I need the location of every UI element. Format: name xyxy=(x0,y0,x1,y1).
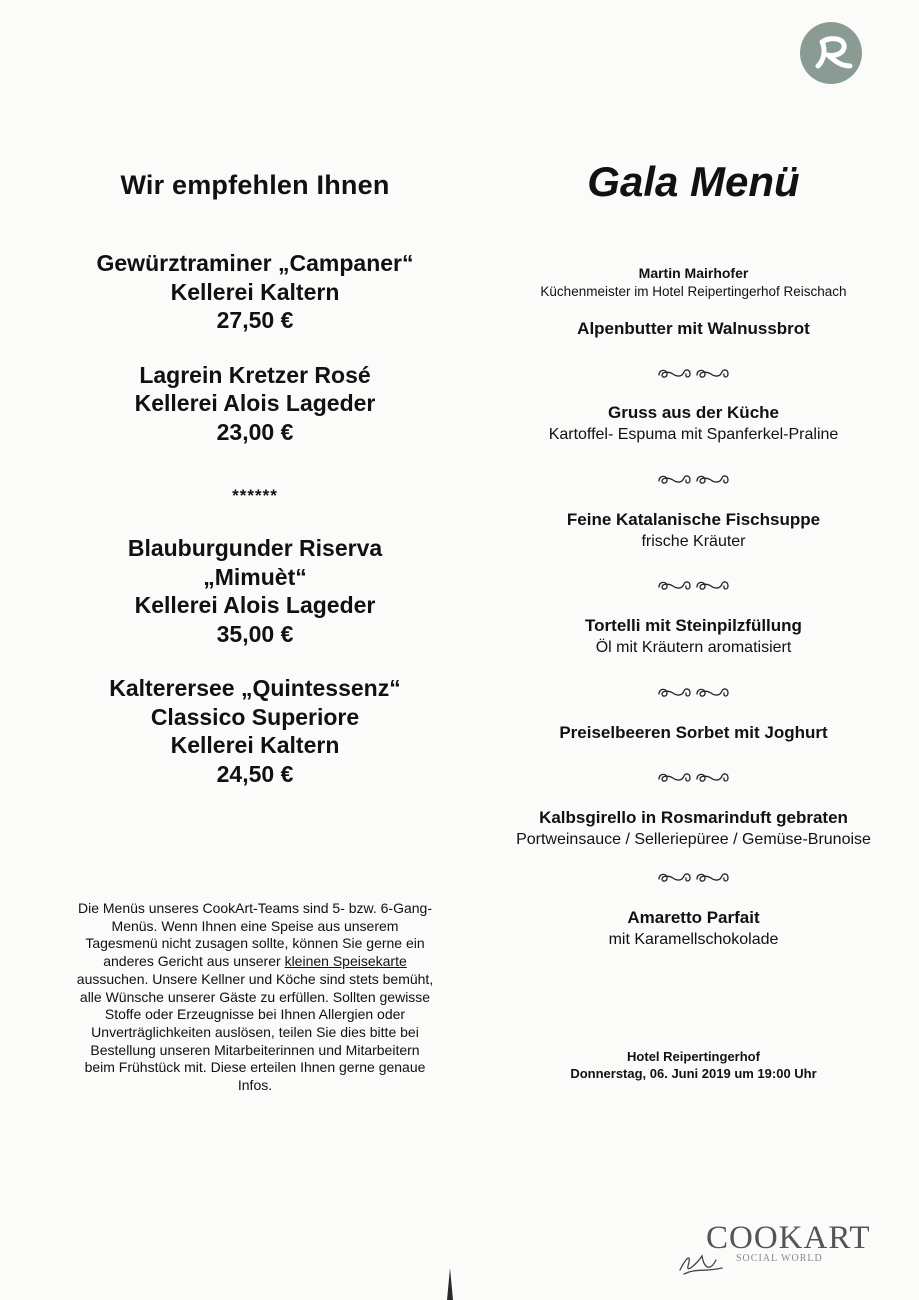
wine-producer: Kellerei Kaltern xyxy=(170,732,340,758)
course-item xyxy=(468,615,919,659)
course-name: Amaretto Parfait xyxy=(627,908,760,927)
wine-item xyxy=(40,674,470,788)
wine-name: Blauburgunder Riserva xyxy=(127,535,383,561)
course-name: Tortelli mit Steinpilzfüllung xyxy=(585,616,802,635)
wine-price: 27,50 € xyxy=(216,307,294,333)
wine-name-sub: „Mimuèt“ xyxy=(203,563,307,590)
footer-hotel-name: Hotel Reipertingerhof xyxy=(627,1049,760,1064)
wine-producer: Kellerei Alois Lageder xyxy=(134,592,376,618)
footer-event-date: Donnerstag, 06. Juni 2019 um 19:00 Uhr xyxy=(570,1066,817,1081)
ornament-divider-icon xyxy=(468,770,919,784)
course-item xyxy=(468,402,919,446)
event-footer xyxy=(468,1048,919,1082)
info-text-part: aussuchen. Unsere Kellner und Köche sind stets bemüht, alle Wünsche unserer Gäste zu erfüllen. Sollten gewisse Stoffe oder Erzeugnisse bei Ihnen Allergien oder Unverträglichkeiten auslösen, teilen Sie dies bitte bei Bestellung unseren Mitarbeiterinnen und Mitarbeitern beim Frühstück mit. Diese erteilen Ihnen gerne genaue Infos. xyxy=(76,970,434,1094)
r-monogram-icon xyxy=(800,22,862,84)
wine-item xyxy=(40,534,470,648)
course-description: mit Karamellschokolade xyxy=(608,931,779,948)
wine-producer: Kellerei Alois Lageder xyxy=(134,390,376,416)
course-name: Kalbsgirello in Rosmarinduft gebraten xyxy=(539,808,848,827)
speisekarte-link[interactable]: kleinen Speisekarte xyxy=(284,953,407,970)
fold-mark-icon xyxy=(446,1268,454,1300)
wine-list xyxy=(40,249,470,814)
menu-info-text xyxy=(75,900,435,1095)
course-item xyxy=(468,907,919,951)
cookart-logo xyxy=(676,1220,886,1280)
wine-name: Kalterersee „Quintessenz“ xyxy=(109,675,401,701)
course-description: Portweinsauce / Selleriepüree / Gemüse-Brunoise xyxy=(516,831,871,848)
course-name: Preiselbeeren Sorbet mit Joghurt xyxy=(559,723,828,742)
course-name: Alpenbutter mit Walnussbrot xyxy=(577,319,810,338)
wine-price: 24,50 € xyxy=(216,760,294,787)
course-item xyxy=(468,318,919,340)
ornament-divider-icon xyxy=(468,870,919,884)
course-item xyxy=(468,509,919,553)
wine-item xyxy=(40,361,470,447)
course-description: Kartoffel- Espuma mit Spanferkel-Praline xyxy=(548,426,839,443)
ornament-divider-icon xyxy=(468,685,919,699)
ornament-divider-icon xyxy=(468,578,919,592)
info-text-part: Die Menüs unseres CookArt-Teams sind 5- bzw. 6-Gang-Menüs. Wenn Ihnen eine Speise aus unserem Tagesmenü nicht zusagen sollte, können Sie gerne ein anderes Gericht aus unserer xyxy=(77,900,433,970)
brand-name: COOKART xyxy=(706,1220,871,1256)
wine-separator: ****** xyxy=(232,486,278,505)
course-name: Gruss aus der Küche xyxy=(607,403,779,422)
course-name: Feine Katalanische Fischsuppe xyxy=(566,510,821,529)
chef-role: Küchenmeister im Hotel Reipertingerhof Reischach xyxy=(540,284,847,299)
course-item xyxy=(468,807,919,851)
wine-item xyxy=(40,249,470,335)
brand-subtitle: SOCIAL WORLD xyxy=(736,1253,823,1264)
wine-producer: Kellerei Kaltern xyxy=(170,278,340,305)
course-description: frische Kräuter xyxy=(641,533,746,550)
course-item xyxy=(468,722,919,744)
ornament-divider-icon xyxy=(468,366,919,380)
wine-price: 35,00 € xyxy=(216,620,294,647)
wine-price: 23,00 € xyxy=(216,418,294,445)
course-description: Öl mit Kräutern aromatisiert xyxy=(595,639,792,656)
wine-name: Gewürztraminer „Campaner“ xyxy=(96,250,414,276)
gala-menu-title: Gala Menü xyxy=(587,158,800,205)
recommendations-title: Wir empfehlen Ihnen xyxy=(120,170,390,200)
ornament-divider-icon xyxy=(468,472,919,486)
chef-name: Martin Mairhofer xyxy=(638,265,749,281)
wine-name: Lagrein Kretzer Rosé xyxy=(139,361,371,388)
wine-name-sub: Classico Superiore xyxy=(150,703,360,730)
